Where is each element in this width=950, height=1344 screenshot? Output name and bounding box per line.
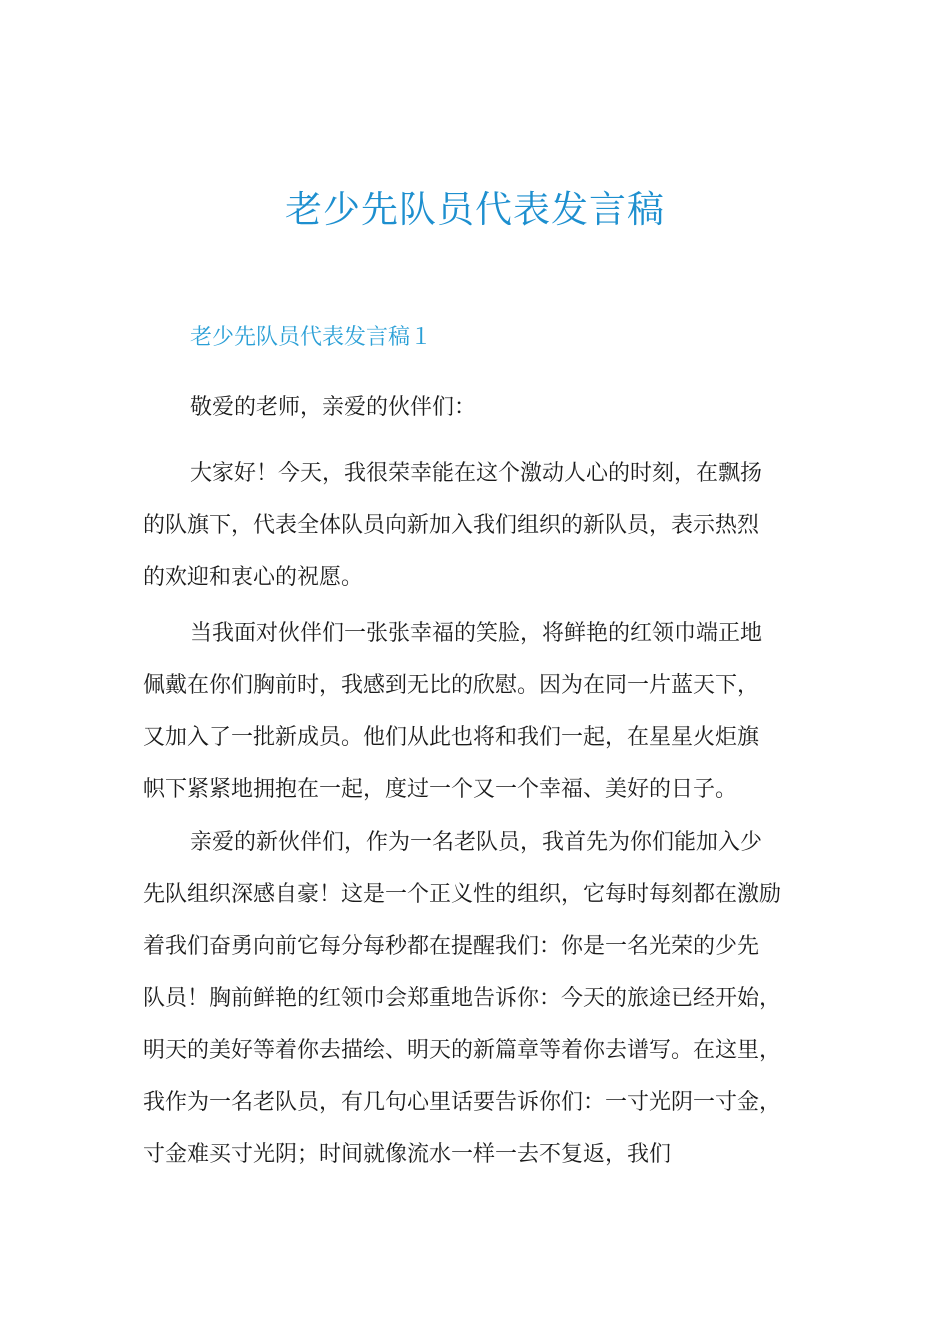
paragraph-line: 帜下紧紧地拥抱在一起，度过一个又一个幸福、美好的日子。 <box>143 777 738 802</box>
paragraph-line: 又加入了一批新成员。他们从此也将和我们一起，在星星火炬旗 <box>143 725 760 750</box>
paragraph-1 <box>143 448 829 604</box>
paragraph-3 <box>143 817 829 1181</box>
document-title: 老少先队员代表发言稿 <box>285 188 665 231</box>
paragraph-line: 亲爱的新伙伴们，作为一名老队员，我首先为你们能加入少 <box>190 830 763 855</box>
paragraph-line: 寸金难买寸光阴；时间就像流水一样一去不复返，我们 <box>143 1142 672 1167</box>
paragraph-2 <box>143 608 829 816</box>
greeting-line: 敬爱的老师，亲爱的伙伴们： <box>190 395 477 420</box>
paragraph-line: 佩戴在你们胸前时，我感到无比的欣慰。因为在同一片蓝天下， <box>143 673 760 698</box>
paragraph-line: 的欢迎和衷心的祝愿。 <box>143 565 364 590</box>
paragraph-line: 着我们奋勇向前它每分每秒都在提醒我们：你是一名光荣的少先 <box>143 934 760 959</box>
paragraph-line: 明天的美好等着你去描绘、明天的新篇章等着你去谱写。在这里， <box>143 1038 782 1063</box>
paragraph-line: 先队组织深感自豪！这是一个正义性的组织，它每时每刻都在激励 <box>143 882 782 907</box>
paragraph-line: 我作为一名老队员，有几句心里话要告诉你们：一寸光阴一寸金， <box>143 1090 782 1115</box>
paragraph-line: 大家好！今天，我很荣幸能在这个激动人心的时刻，在飘扬 <box>190 461 763 486</box>
greeting-paragraph <box>143 382 829 434</box>
section-heading: 老少先队员代表发言稿１ <box>190 325 433 350</box>
paragraph-line: 队员！胸前鲜艳的红领巾会郑重地告诉你：今天的旅途已经开始， <box>143 986 782 1011</box>
paragraph-line: 当我面对伙伴们一张张幸福的笑脸，将鲜艳的红领巾端正地 <box>190 621 763 646</box>
paragraph-line: 的队旗下，代表全体队员向新加入我们组织的新队员，表示热烈 <box>143 513 760 538</box>
